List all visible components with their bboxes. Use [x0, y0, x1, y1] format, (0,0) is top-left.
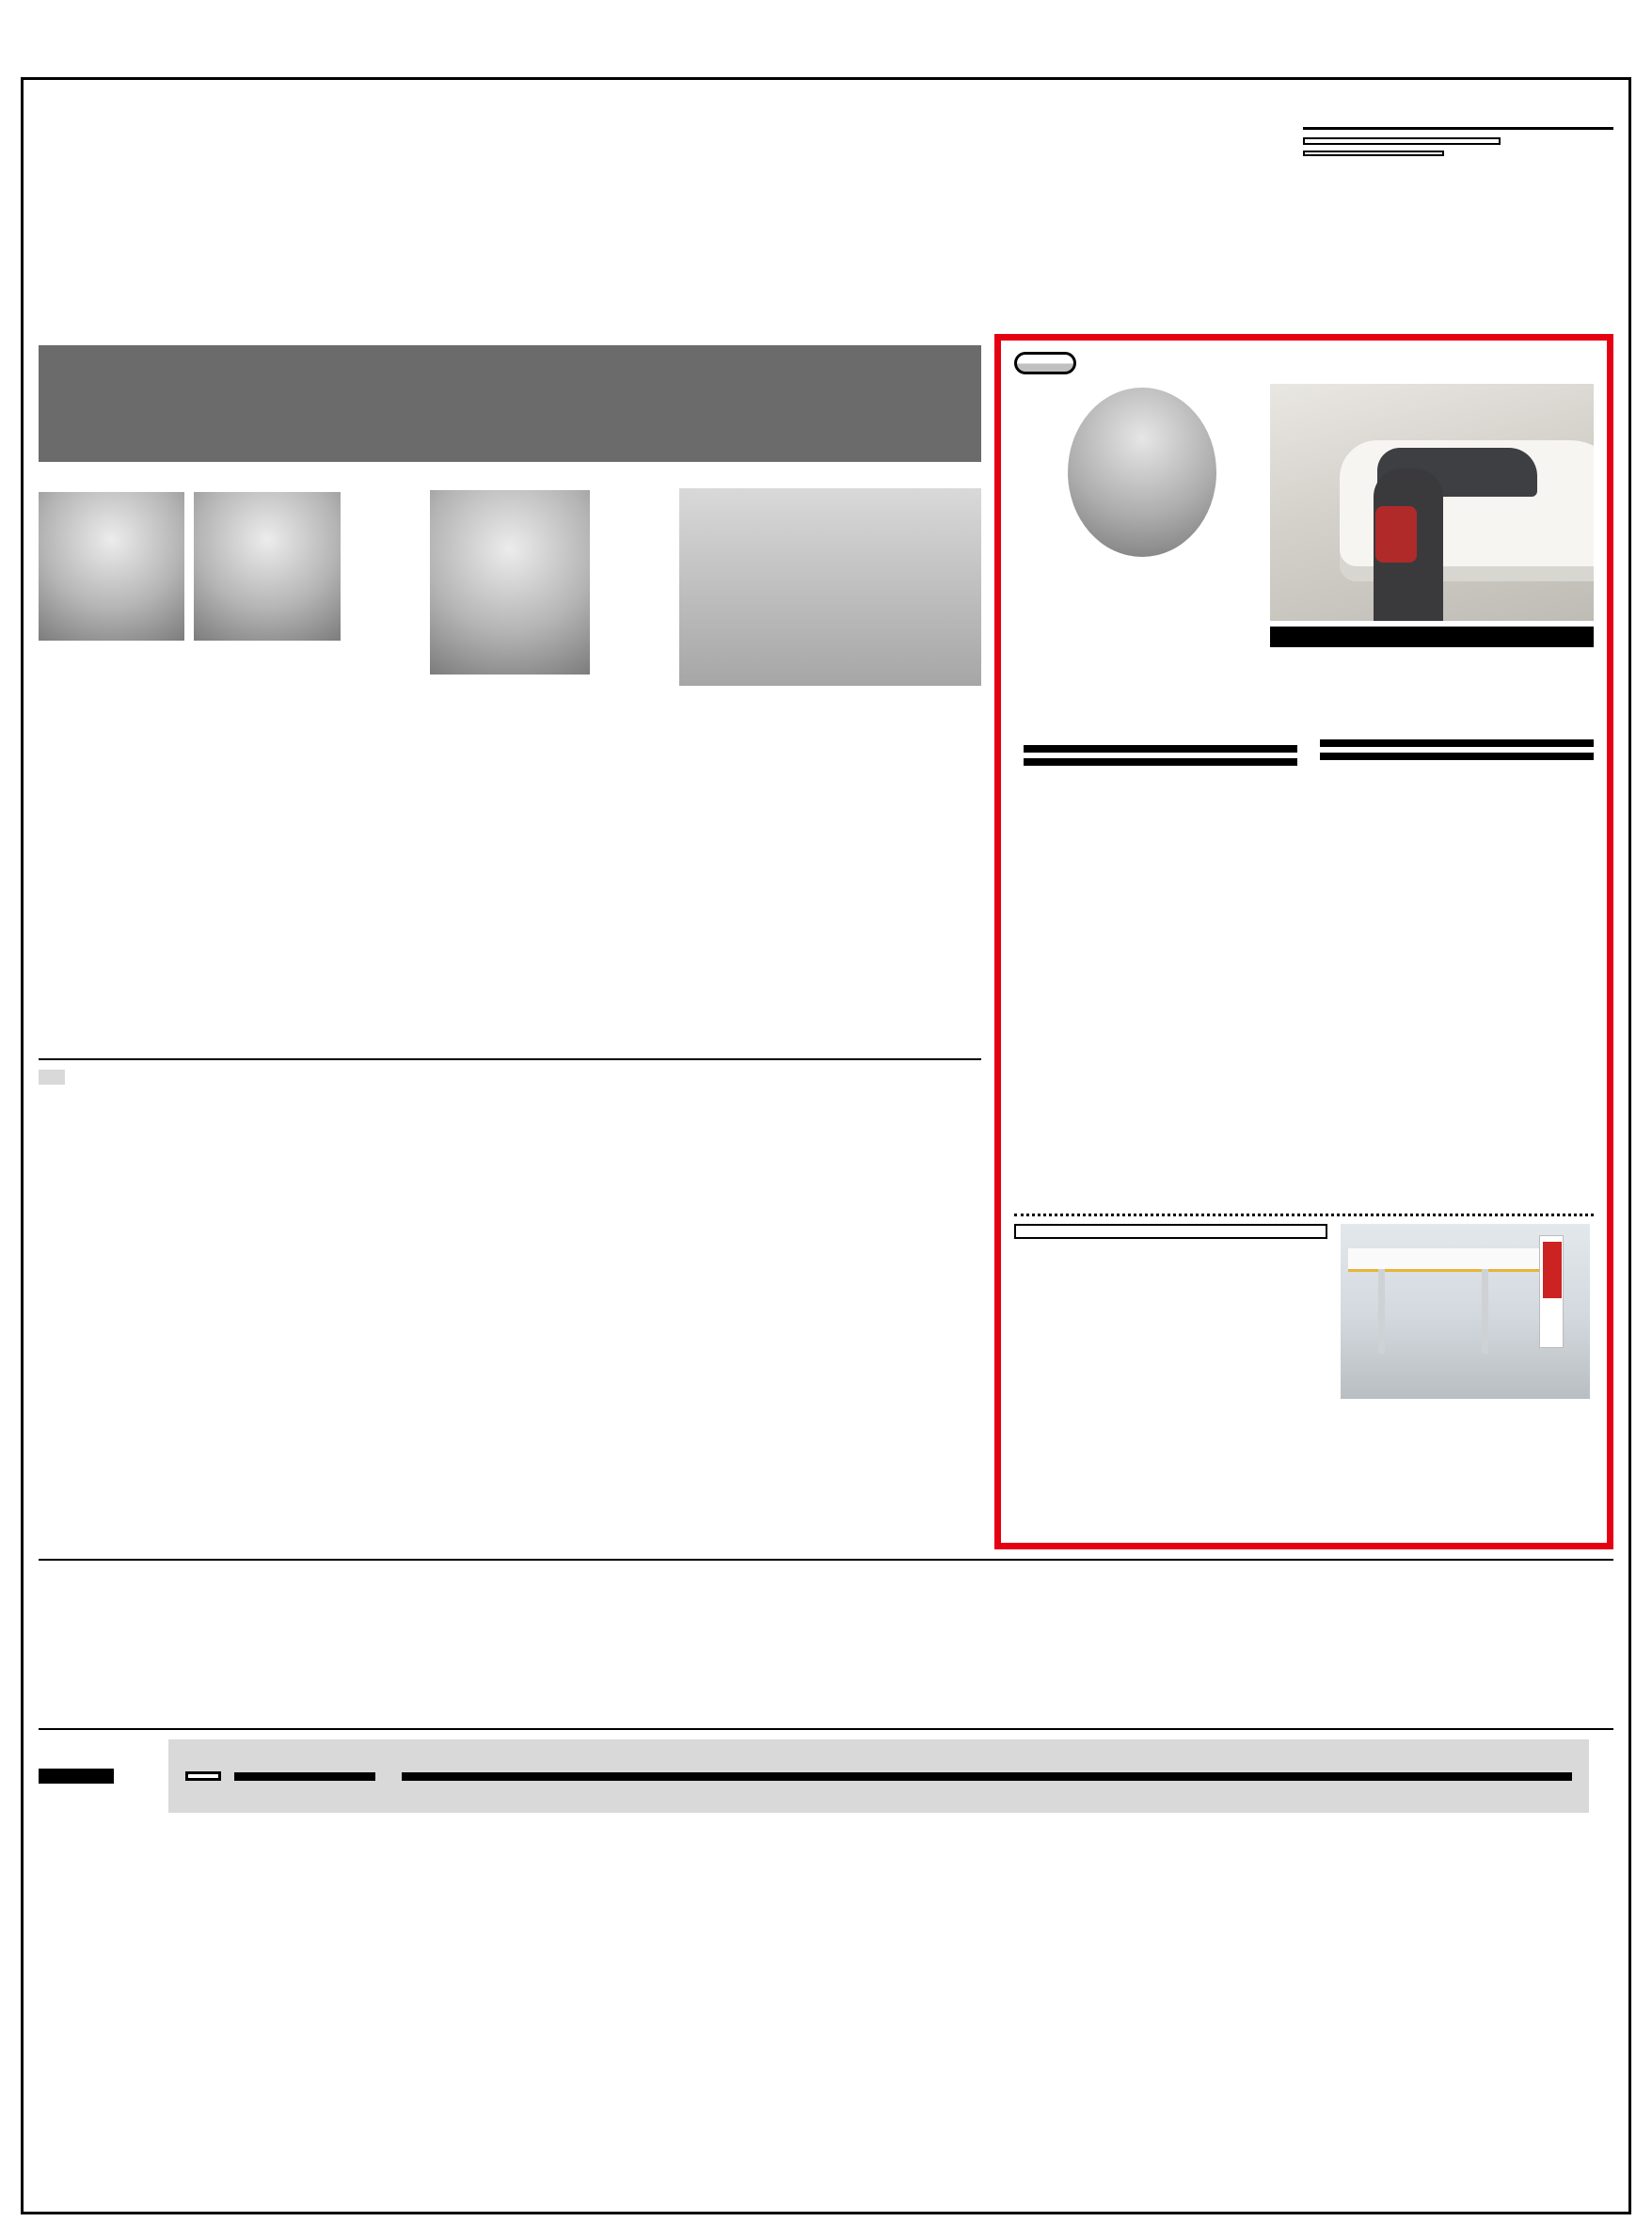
shop-section — [1014, 1224, 1594, 1506]
swan-article — [39, 484, 981, 1049]
cn-article — [39, 1094, 981, 1303]
region-badge — [39, 1769, 114, 1784]
masthead-right — [1303, 93, 1613, 330]
question-bar — [1024, 745, 1297, 753]
question-bar — [1320, 739, 1594, 747]
banquet-photo — [679, 488, 981, 686]
ss-photo-wrap — [1341, 1224, 1594, 1399]
name-bar — [1270, 627, 1594, 647]
ss-photo-block — [1341, 1224, 1594, 1506]
cn-kicker-label — [39, 1070, 65, 1085]
paper-logo — [76, 127, 481, 136]
challenge-feature-row — [1014, 384, 1594, 730]
page-frame — [21, 77, 1631, 2214]
gas-station-photo — [1341, 1224, 1590, 1399]
station-pole-shape — [1482, 1269, 1488, 1354]
edition-title — [1303, 121, 1613, 130]
station-canopy-shape — [1348, 1248, 1543, 1269]
dotted-divider — [1014, 1214, 1594, 1216]
masthead — [39, 93, 1613, 330]
top-strip — [32, 9, 1620, 64]
web-label — [1303, 151, 1444, 156]
interview-qa — [1024, 739, 1594, 1204]
banner-band — [168, 1739, 1589, 1813]
portrait-wrap — [194, 492, 340, 644]
question-bar — [1024, 758, 1297, 766]
swan-portraits — [39, 492, 341, 644]
masthead-center — [481, 93, 1303, 330]
section-divider — [39, 1058, 981, 1060]
lead-headline-box — [39, 345, 981, 462]
challenge-header — [1014, 352, 1594, 374]
challenge-right-column — [1270, 384, 1594, 730]
challenge-feature-box — [994, 334, 1613, 1549]
staff-vest — [1375, 506, 1417, 563]
cn-heading — [39, 1070, 981, 1085]
swan-col-3 — [679, 484, 981, 1049]
notice-box — [1303, 137, 1501, 145]
challenge-mid-column — [1024, 384, 1261, 730]
vice-chairman-photo — [430, 490, 590, 675]
nexco-columns — [453, 1570, 1613, 1719]
swan-col-2 — [359, 484, 661, 1049]
swan-col-1 — [39, 484, 341, 1049]
station-sign-shape — [1539, 1235, 1564, 1348]
interview-section — [1014, 739, 1594, 1204]
nexco-article — [39, 1570, 1613, 1719]
banner-dash — [234, 1772, 375, 1781]
challenge-badge — [1014, 352, 1076, 374]
stats-banner — [39, 1739, 1613, 1813]
portrait-wrap — [39, 492, 184, 644]
section-divider — [39, 1559, 1613, 1561]
carwash-photo-note — [1089, 352, 1594, 356]
shop-overview-title — [1014, 1224, 1327, 1239]
nexco-left — [39, 1570, 434, 1719]
main-section — [39, 334, 1613, 1549]
masthead-left — [39, 93, 481, 330]
chairman-photo — [39, 492, 184, 641]
station-pole-shape — [1378, 1269, 1385, 1354]
nishimura-portrait-photo — [1068, 388, 1216, 557]
month-label — [185, 1771, 221, 1781]
car-wash-photo — [1270, 384, 1594, 621]
banner-dash — [402, 1772, 1572, 1781]
question-bar — [1320, 753, 1594, 760]
president-photo — [194, 492, 340, 641]
left-articles — [39, 334, 981, 1549]
shop-overview — [1014, 1224, 1327, 1506]
section-divider — [39, 1728, 1613, 1730]
